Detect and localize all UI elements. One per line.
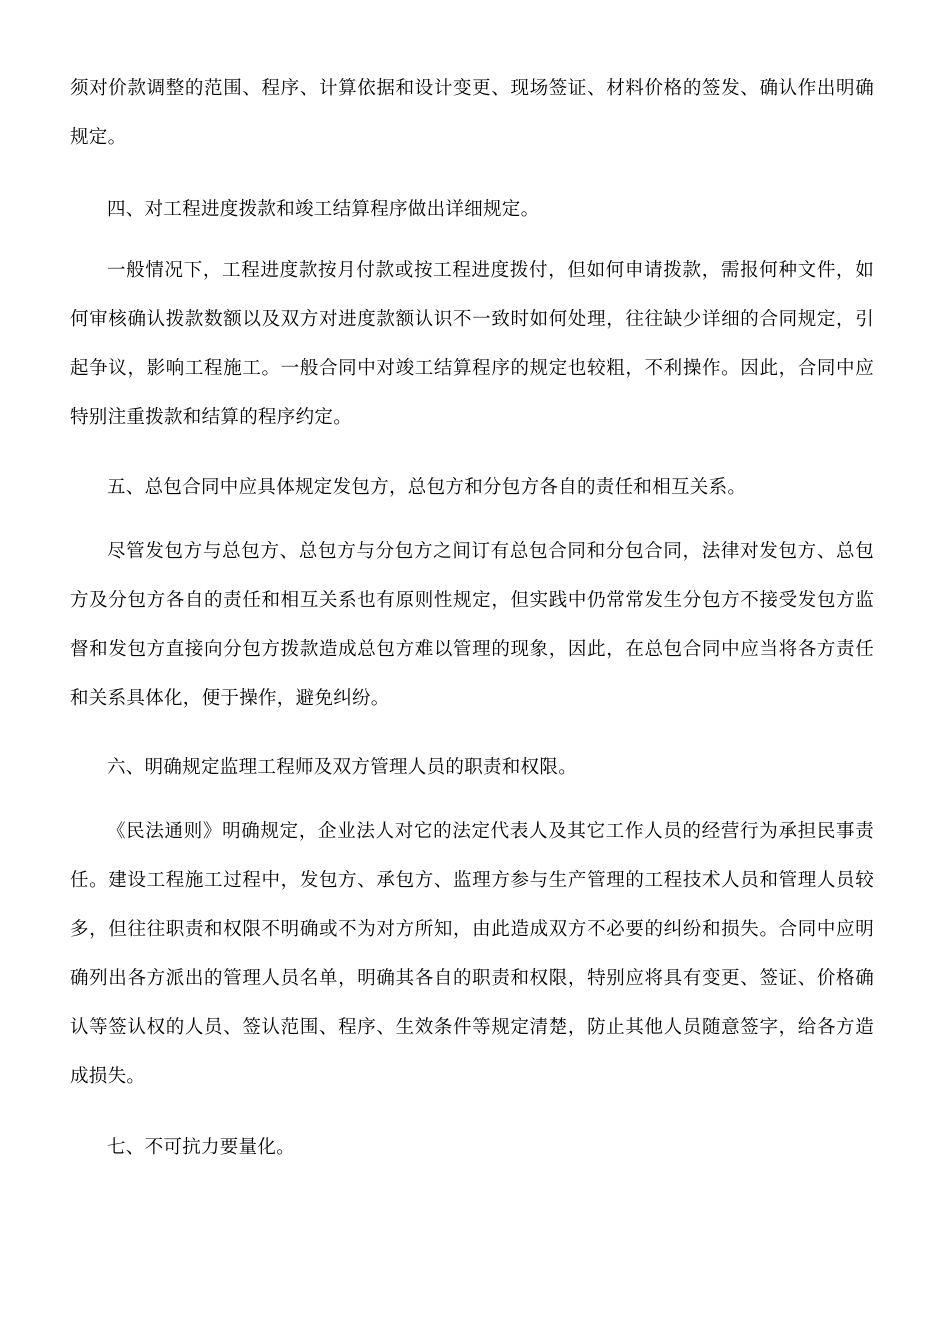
paragraph-progress-payment: 一般情况下，工程进度款按月付款或按工程进度拨付，但如何申请拨款，需报何种文件，如何审核确认拨款数额以及双方对进度款额认识不一致时如何处理，往往缺少详细的合同规定，引起争议，影响工程施工。一般合同中对竣工结算程序的规定也较粗，不利操作。因此，合同中应特别注重拨款和结算的程序约定。 (70, 260, 874, 428)
paragraph-price-adjustment-continued: 须对价款调整的范围、程序、计算依据和设计变更、现场签证、材料价格的签发、确认作出明确规定。 (70, 78, 874, 148)
paragraph-contractor-responsibilities: 尽管发包方与总包方、总包方与分包方之间订有总包合同和分包合同，法律对发包方、总包方及分包方各自的责任和相互关系也有原则性规定，但实践中仍常常发生分包方不接受发包方监督和发包方直接向分包方拨款造成总包方难以管理的现象，因此，在总包合同中应当将各方责任和关系具体化，便于操作，避免纠纷。 (70, 541, 874, 709)
paragraph-civil-law-responsibilities: 《民法通则》明确规定，企业法人对它的法定代表人及其它工作人员的经营行为承担民事责任。建设工程施工过程中，发包方、承包方、监理方参与生产管理的工程技术人员和管理人员较多，但往往职责和权限不明确或不为对方所知，由此造成双方不必要的纠纷和损失。合同中应明确列出各方派出的管理人员名单，明确其各自的职责和权限，特别应将具有变更、签证、价格确认等签认权的人员、签认范围、程序、生效条件等规定清楚，防止其他人员随意签字，给各方造成损失。 (70, 821, 874, 1087)
heading-section-six: 六、明确规定监理工程师及双方管理人员的职责和权限。 (107, 757, 578, 778)
heading-section-seven: 七、不可抗力要量化。 (107, 1137, 296, 1158)
heading-section-five: 五、总包合同中应具体规定发包方，总包方和分包方各自的责任和相互关系。 (107, 477, 747, 498)
heading-section-four: 四、对工程进度拨款和竣工结算程序做出详细规定。 (107, 199, 540, 220)
